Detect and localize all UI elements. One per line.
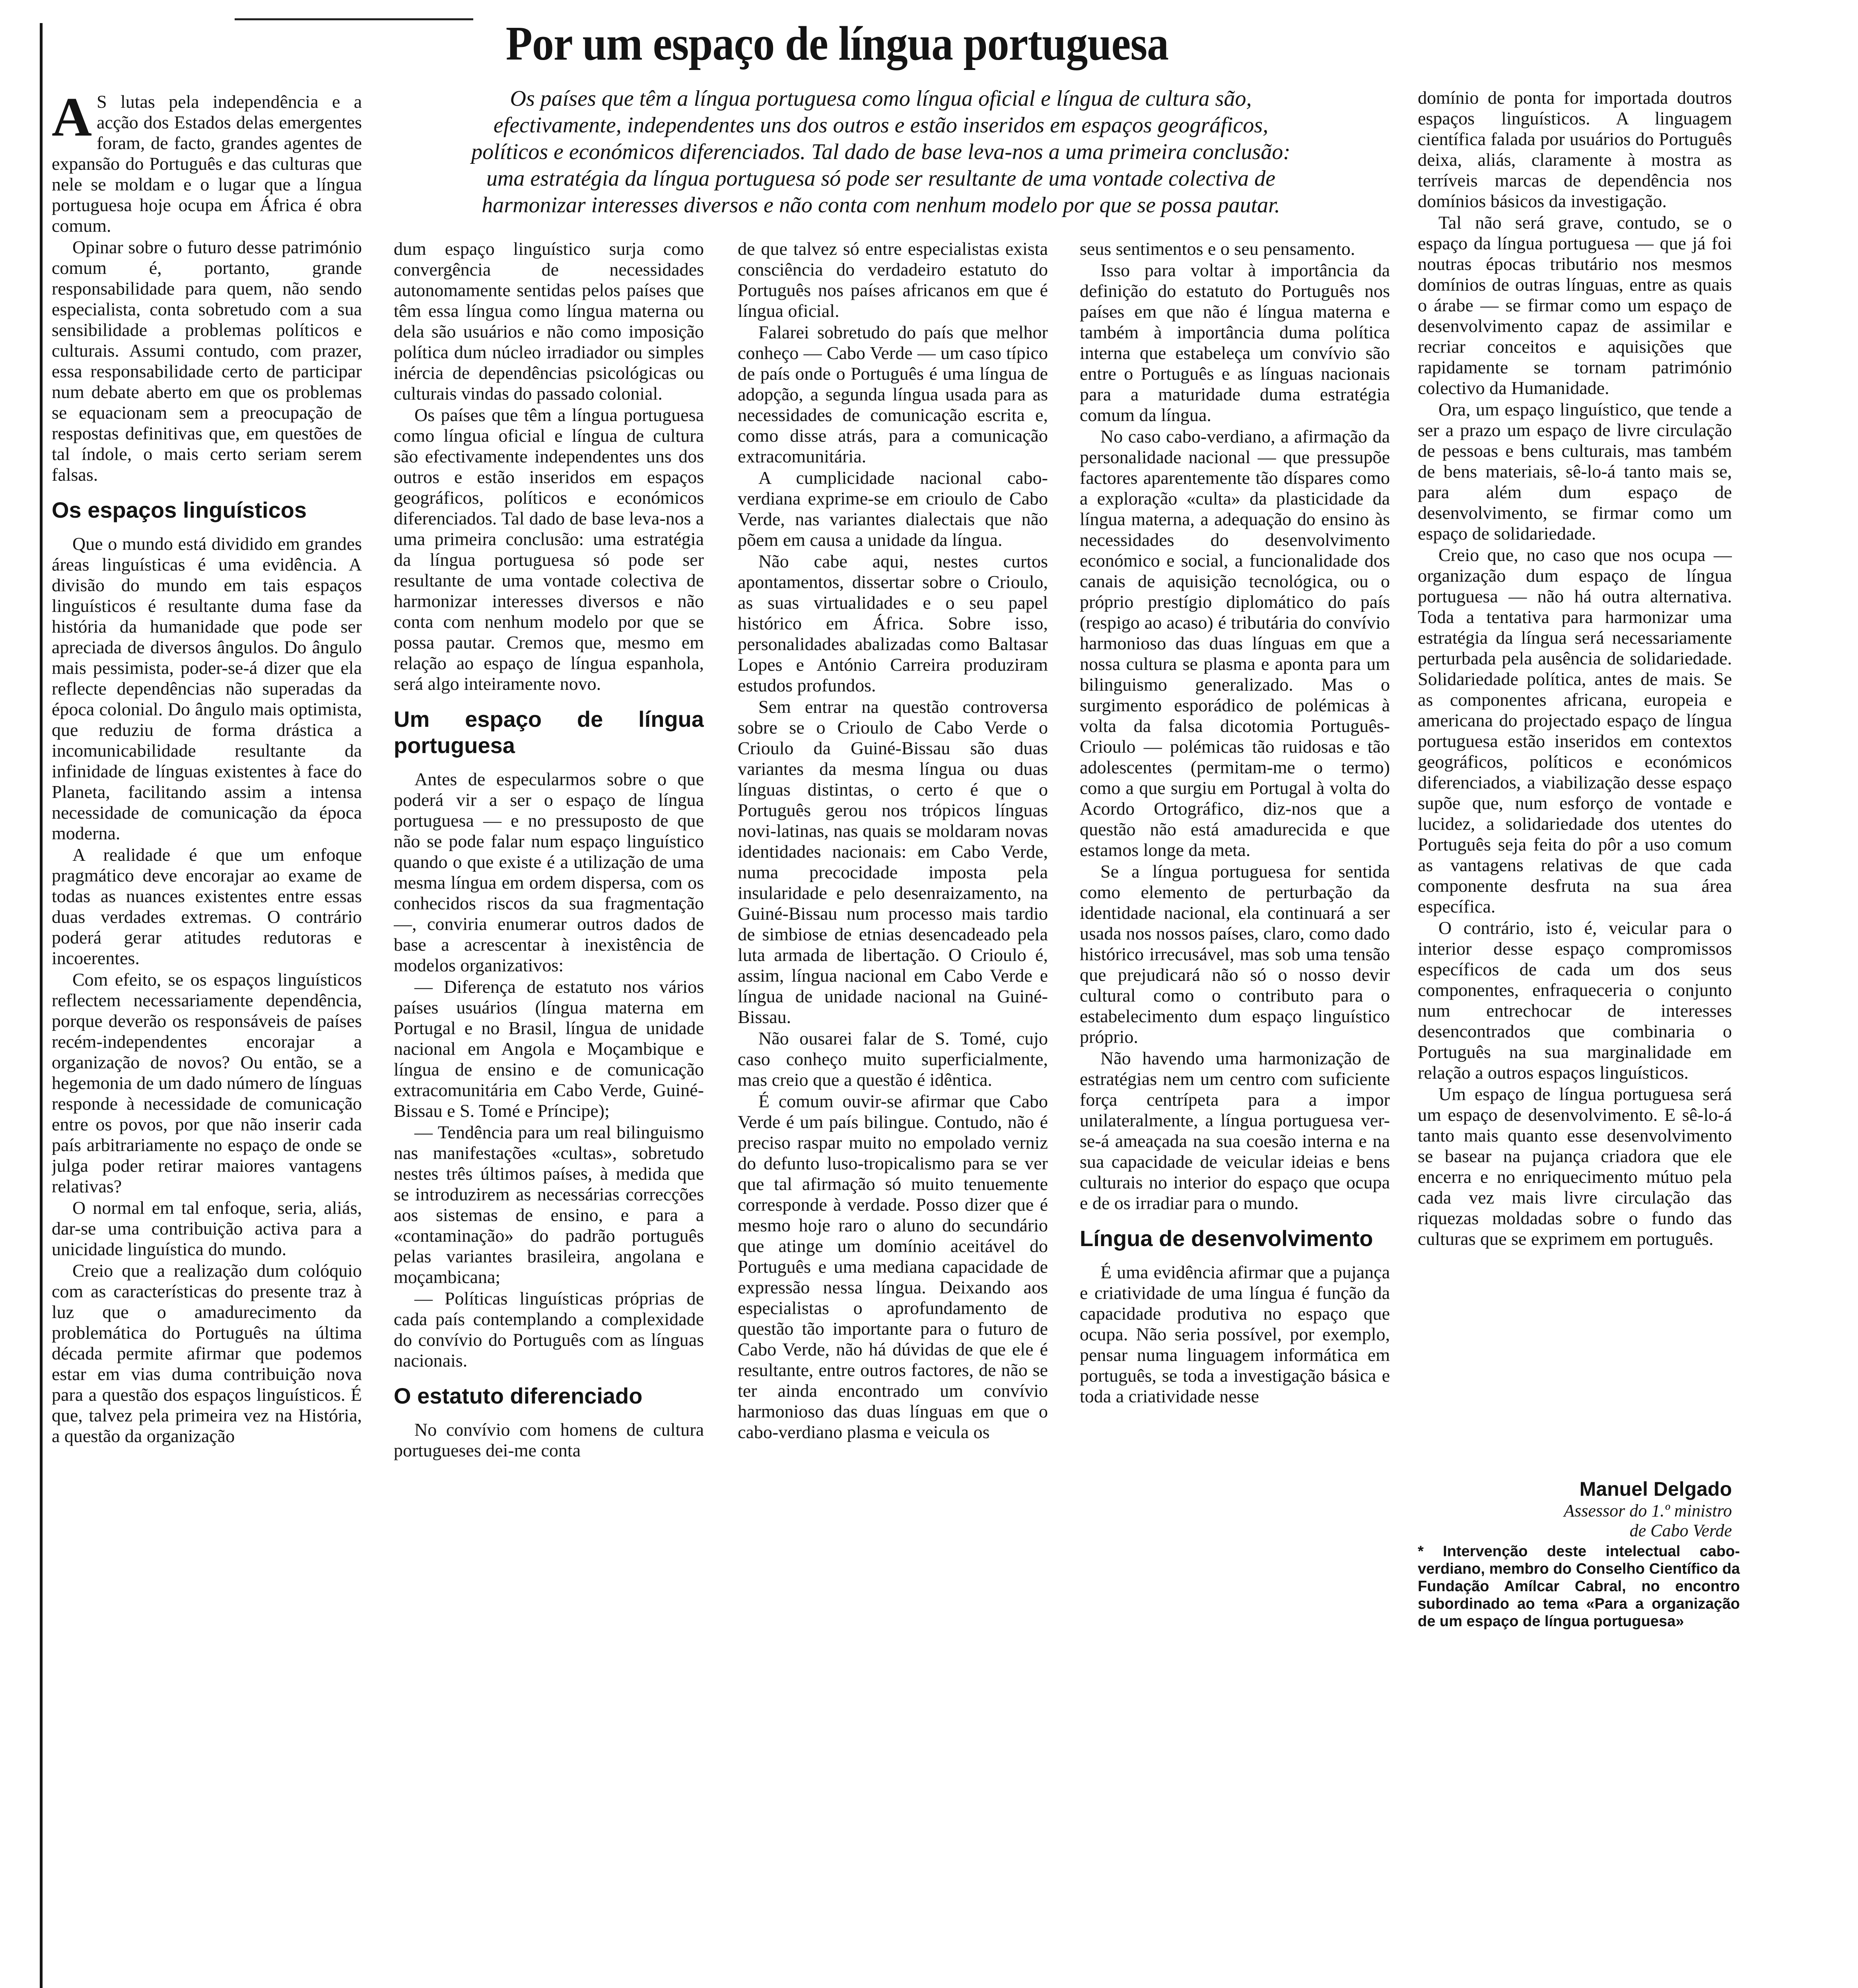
paragraph: Falarei sobretudo do país que melhor conheço — Cabo Verde — um caso típico de país onde o Português é uma língua de adopção, a segunda língua usada para as necessidades de comunicação escrita e, como disse atrás, para a comunicação extracomunitária. [738, 322, 1048, 466]
paragraph: Os países que têm a língua portuguesa como língua oficial e língua de cultura são efectivamente independentes uns dos outros e estão inseridos em espaços geográficos, políticos e económicos diferenciados. Tal dado de base leva-nos a uma primeira conclusão: uma estratégia da língua portuguesa só pode ser resultante de uma vontade colectiva de harmonizar interesses diversos e não conta com nenhum modelo por que se possa pautar. Cremos que, mesmo em relação ao espaço de língua espanhola, será algo inteiramente novo. [394, 405, 704, 694]
paragraph: Antes de especularmos sobre o que poderá vir a ser o espaço de língua portuguesa — e no pressuposto de que não se pode falar num espaço linguístico quando o que existe é a utilização de uma mesma língua em ordem dispersa, com os conhecidos riscos da sua fragmentação —, conviria enumerar outros dados de base a acrescentar à inexistência de modelos organizativos: [394, 769, 704, 975]
section-heading: Os espaços linguísticos [52, 497, 307, 522]
paragraph: Creio que a realização dum colóquio com as características do presente traz à luz que o amadurecimento da problemática do Português na última década permite afirmar que podemos estar em vias duma contribuição nova para a questão dos espaços linguísticos. É que, talvez pela primeira vez na História, a questão da organização [52, 1260, 362, 1446]
column-1 [52, 91, 362, 1988]
paragraph: Tal não será grave, contudo, se o espaço da língua portuguesa — que já foi noutras épocas tributário nos mesmos domínios de outras línguas, entre as quais o árabe — se firmar como um espaço de desenvolvimento capaz de assimilar e recriar conceitos e aquisições que rapidamente se tornam património colectivo da Humanidade. [1418, 212, 1732, 398]
paragraph: É uma evidência afirmar que a pujança e criatividade de uma língua é função da capacidade produtiva no espaço que ocupa. Não seria possível, por exemplo, pensar numa linguagem informática em português, se toda a investigação básica e toda a criatividade nesse [1080, 1262, 1390, 1406]
column-5 [1418, 87, 1732, 1487]
list-item: — Tendência para um real bilinguismo nas manifestações «cultas», sobretudo nestes três últimos países, à medida que se introduzirem as necessárias correcções aos sistemas de ensino, e para a «contaminação» do padrão português pelas variantes brasileira, angolana e moçambicana; [394, 1122, 704, 1287]
section-heading: Língua de desenvolvimento [1080, 1226, 1373, 1251]
paragraph: Que o mundo está dividido em grandes áreas linguísticas é uma evidência. A divisão do mundo em tais espaços linguísticos é resultante duma fase da história da humanidade que pode ser apreciada de diversos ângulos. Do ângulo mais pessimista, poder-se-á dizer que ela reflecte dependências não superadas da época colonial. Do ângulo mais optimista, que reduziu de forma drástica a incomunicabilidade resultante da infinidade de línguas existentes à face do Planeta, facilitando assim a intensa necessidade de comunicação da época moderna. [52, 534, 362, 843]
author-name: Manuel Delgado [1579, 1478, 1732, 1500]
paragraph: domínio de ponta for importada doutros espaços linguísticos. A linguagem científica falada por usuários do Português deixa, aliás, claramente à mostra as terríveis marcas de dependência nos domínios básicos da investigação. [1418, 87, 1732, 211]
paragraph: Se a língua portuguesa for sentida como elemento de perturbação da identidade nacional, ela continuará a ser usada nos nossos países, claro, como dado histórico irrecusável, mas sob uma tensão que prejudicará não só o nosso devir cultural como o contributo para o estabelecimento dum espaço linguístico próprio. [1080, 861, 1390, 1047]
column-2 [394, 239, 704, 1988]
column-4 [1080, 239, 1390, 1988]
paragraph: Sem entrar na questão controversa sobre se o Crioulo de Cabo Verde o Crioulo da Guiné-Bissau são duas variantes da mesma língua ou duas línguas distintas, o certo é que o Português gerou nos trópicos línguas novi-latinas, nas quais se moldaram novas identidades nacionais: em Cabo Verde, numa precocidade imposta pela insularidade e pelo desenraizamento, na Guiné-Bissau num processo mais tardio de simbiose de etnias desencadeado pela luta armada de libertação. O Crioulo é, assim, língua nacional em Cabo Verde e língua de unidade nacional na Guiné-Bissau. [738, 697, 1048, 1027]
drop-cap: A [52, 91, 92, 148]
paragraph: O contrário, isto é, veicular para o interior desse espaço compromissos específicos de cada um dos seus componentes, enfraqueceria o conjunto num entrechocar de interesses desencontrados que combinaria o Português na sua marginalidade em relação a outros espaços linguísticos. [1418, 918, 1732, 1083]
paragraph: Isso para voltar à importância da definição do estatuto do Português nos países em que não é língua materna e também à importância duma política interna que estabeleça um convívio são entre o Português e as línguas nacionais para a maturidade duma estratégia comum da língua. [1080, 260, 1390, 425]
lead-text: S lutas pela independência e a acção dos Estados delas emergentes foram, de facto, grandes agentes de expansão do Português e das culturas que nele se moldam e o lugar que a língua portuguesa hoje ocupa em África é obra comum. [52, 91, 362, 236]
author-signature [1418, 1477, 1732, 1541]
footnote: * Intervenção deste intelectual cabo-verdiano, membro do Conselho Científico da Fundação Amílcar Cabral, no encontro subordinado ao tema «Para a organização de um espaço de língua portuguesa» [1418, 1543, 1740, 1630]
list-item: — Diferença de estatuto nos vários países usuários (língua materna em Portugal e no Brasil, língua de unidade nacional em Angola e Moçambique e língua de ensino e de comunicação extracomunitária em Cabo Verde, Guiné-Bissau e S. Tomé e Príncipe); [394, 977, 704, 1121]
paragraph: Com efeito, se os espaços linguísticos reflectem necessariamente dependência, porque deverão os responsáveis de países recém-independentes encorajar a organização de novos? Ou então, se a hegemonia de um dado número de línguas responde à necessidade de comunicação entre os povos, por que não inserir cada país arbitrariamente no espaço de onde se julga poder retirar maiores vantagens relativas? [52, 969, 362, 1196]
paragraph: Creio que, no caso que nos ocupa — organização dum espaço de língua portuguesa — não há outra alternativa. Toda a tentativa para harmonizar uma estratégia da língua será necessariamente perturbada pela ausência de solidariedade. Solidariedade política, antes de mais. Se as componentes africana, europeia e americana do projectado espaço de língua portuguesa estão inseridos em contextos geográficos, políticos e económicos diferenciados, a viabilização desse espaço supõe que, num esforço de vontade e lucidez, a solidariedade dos utentes do Português seja feita do pôr a uso comum as vantagens relativas de que cada componente desfruta na sua área específica. [1418, 545, 1732, 916]
author-role: Assessor do 1.º ministro [1564, 1501, 1732, 1520]
paragraph: de que talvez só entre especialistas exista consciência do verdadeiro estatuto do Português nos países africanos em que é língua oficial. [738, 239, 1048, 321]
list-item: — Políticas linguísticas próprias de cada país contemplando a complexidade do convívio do Português com as línguas nacionais. [394, 1288, 704, 1371]
paragraph: Um espaço de língua portuguesa será um espaço de desenvolvimento. E sê-lo-á tanto mais quanto esse desenvolvimento se basear na pujança criadora que ele encerra e no enriquecimento mútuo pela cada vez mais livre circulação das riquezas moldadas sobre o fundo das culturas que se exprimem em português. [1418, 1084, 1732, 1249]
paragraph: dum espaço linguístico surja como convergência de necessidades autonomamente sentidas pelos países que têm essa língua como língua materna ou dela são usuários e não como imposição política dum núcleo irradiador ou simples inércia de dependências psicológicas ou culturais vindas do passado colonial. [394, 239, 704, 404]
paragraph: Não havendo uma harmonização de estratégias nem um centro com suficiente força centrípeta para a impor unilateralmente, a língua portuguesa ver-se-á ameaçada na sua coesão interna e na sua capacidade de veicular ideias e bens culturais no interior do espaço que ocupa e de os irradiar para o mundo. [1080, 1048, 1390, 1213]
left-frame-rule [40, 23, 43, 1988]
paragraph: A realidade é que um enfoque pragmático deve encorajar ao exame de todas as nuances existentes entre essas duas verdades extremas. O contrário poderá gerar atitudes redutoras e incoerentes. [52, 845, 362, 968]
section-heading: O estatuto diferenciado [394, 1383, 643, 1408]
paragraph: Não ousarei falar de S. Tomé, cujo caso conheço muito superficialmente, mas creio que a questão é idêntica. [738, 1028, 1048, 1090]
lead-paragraph [52, 91, 362, 236]
paragraph: Não cabe aqui, nestes curtos apontamentos, dissertar sobre o Crioulo, as suas virtualidades e o seu papel histórico em África. Sobre isso, personalidades abalizadas como Baltasar Lopes e António Carreira produziram estudos profundos. [738, 551, 1048, 695]
paragraph: O normal em tal enfoque, seria, aliás, dar-se uma contribuição activa para a unicidade linguística do mundo. [52, 1198, 362, 1259]
paragraph: A cumplicidade nacional cabo-verdiana exprime-se em crioulo de Cabo Verde, nas variantes dialectais que não põem em causa a unidade da língua. [738, 468, 1048, 550]
paragraph: No convívio com homens de cultura portugueses dei-me conta [394, 1419, 704, 1460]
section-heading: Um espaço de língua portuguesa [394, 707, 704, 758]
paragraph: Ora, um espaço linguístico, que tende a ser a prazo um espaço de livre circulação de pessoas e bens culturais, mas também de bens materiais, sê-lo-á tanto mais se, para além dum espaço de desenvolvimento, se firmar como um espaço de solidariedade. [1418, 399, 1732, 544]
author-role-country: de Cabo Verde [1629, 1521, 1732, 1540]
column-3 [738, 239, 1048, 1988]
paragraph: seus sentimentos e o seu pensamento. [1080, 239, 1355, 259]
paragraph: No caso cabo-verdiano, a afirmação da personalidade nacional — que pressupõe factores aparentemente tão díspares como a exploração «culta» da plasticidade da língua materna, a adequação do ensino às necessidades do desenvolvimento económico e social, a funcionalidade dos canais de aquisição tecnológica, ou o próprio prestígio diplomático do país (respigo ao acaso) é tributária do convívio harmonioso das duas línguas em que a nossa cultura se plasma e aponta para um bilinguismo generalizado. Mas o surgimento esporádico de polémicas à volta da falsa dicotomia Português-Crioulo — polémicas tão ruidosas e tão adolescentes (permitam-me o termo) como a que surgiu em Portugal à volta do Acordo Ortográfico, diz-nos que a questão não está amadurecida e que estamos longe da meta. [1080, 426, 1390, 860]
paragraph: Opinar sobre o futuro desse património comum é, portanto, grande responsabilidade para quem, não sendo especialista, conta sobretudo com a sua sensibilidade a problemas políticos e culturais. Assumi contudo, com prazer, essa responsabilidade certo de participar num debate aberto em que os problemas se equacionam sem a preocupação de respostas definitivas que, em questões de tal índole, o mais certo seriam serem falsas. [52, 237, 362, 485]
article-title: Por um espaço de língua portuguesa [505, 17, 1169, 70]
article-deck: Os países que têm a língua portuguesa como língua oficial e língua de cultura são, efectivamente, independentes uns dos outros e estão inseridos em espaços geográficos, políticos e económicos diferenciados. Tal dado de base leva-nos a uma primeira conclusão: uma estratégia da língua portuguesa só pode ser resultante de uma vontade colectiva de harmonizar interesses diversos e não conta com nenhum modelo por que se possa pautar. [471, 86, 1290, 217]
paragraph: É comum ouvir-se afirmar que Cabo Verde é um país bilingue. Contudo, não é preciso raspar muito no empolado verniz do defunto luso-tropicalismo para se ver que tal afirmação só muito tenuemente corresponde à verdade. Posso dizer que é mesmo hoje raro o aluno do secundário que atinge um domínio aceitável do Português e uma mediana capacidade de expressão nessa língua. Deixando aos especialistas o aprofundamento de questão tão importante para o futuro de Cabo Verde, não há dúvidas de que ele é resultante, entre outros factores, de não se ter ainda encontrado um convívio harmonioso das duas línguas em que o cabo-verdiano plasma e veicula os [738, 1091, 1048, 1442]
